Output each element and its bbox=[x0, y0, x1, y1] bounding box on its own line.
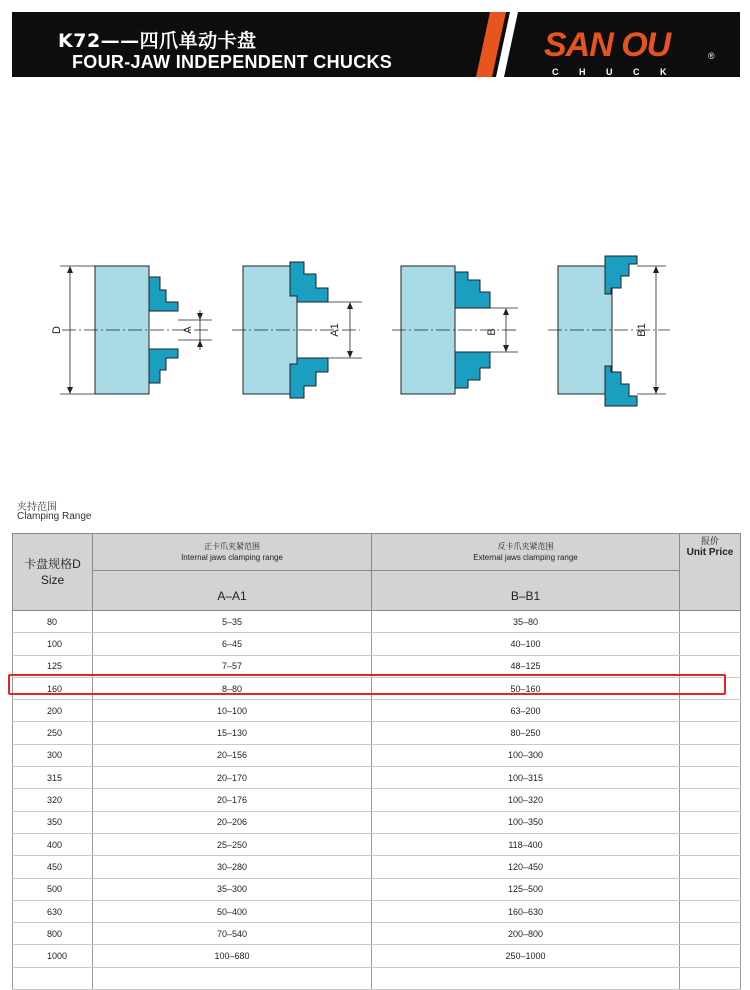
internal-range-cell: 8–80 bbox=[93, 677, 372, 699]
header-size: 卡盘规格D Size bbox=[13, 534, 93, 611]
internal-range-cell: 70–540 bbox=[93, 923, 372, 945]
external-range-cell: 200–800 bbox=[372, 923, 680, 945]
size-cell: 315 bbox=[13, 767, 93, 789]
title-english: FOUR-JAW INDEPENDENT CHUCKS bbox=[72, 52, 393, 72]
external-range-cell: 100–315 bbox=[372, 767, 680, 789]
external-range-cell: 125–500 bbox=[372, 878, 680, 900]
external-range-cell: 63–200 bbox=[372, 700, 680, 722]
caption-chinese: 夹持范围 bbox=[17, 502, 57, 513]
price-cell bbox=[680, 878, 741, 900]
title-chinese: K72——四爪单动卡盘 bbox=[58, 30, 257, 52]
size-cell: 350 bbox=[13, 811, 93, 833]
external-range-cell: 250–1000 bbox=[372, 945, 680, 967]
price-cell bbox=[680, 767, 741, 789]
size-cell: 160 bbox=[13, 677, 93, 699]
internal-range-cell: 5–35 bbox=[93, 611, 372, 633]
internal-range-cell: 20–206 bbox=[93, 811, 372, 833]
chuck-diagram bbox=[0, 250, 750, 420]
header-external-range: B–B1 bbox=[372, 571, 680, 611]
table-row bbox=[13, 923, 741, 945]
external-range-cell: 160–630 bbox=[372, 900, 680, 922]
internal-range-cell: 20–176 bbox=[93, 789, 372, 811]
label-d: D bbox=[51, 326, 63, 334]
size-cell: 400 bbox=[13, 833, 93, 855]
price-cell bbox=[680, 833, 741, 855]
highlight-row-160 bbox=[8, 674, 726, 695]
price-cell bbox=[680, 789, 741, 811]
label-b: B bbox=[486, 328, 498, 336]
external-range-cell: 120–450 bbox=[372, 856, 680, 878]
internal-range-cell: 7–57 bbox=[93, 655, 372, 677]
brand-logo: SAN OU bbox=[544, 26, 671, 64]
internal-range-cell: 10–100 bbox=[93, 700, 372, 722]
price-cell bbox=[680, 900, 741, 922]
price-cell bbox=[680, 967, 741, 989]
table-row bbox=[13, 900, 741, 922]
internal-range-cell: 15–130 bbox=[93, 722, 372, 744]
table-row bbox=[13, 633, 741, 655]
label-b1: B1 bbox=[636, 323, 648, 337]
table-row bbox=[13, 700, 741, 722]
label-a1: A1 bbox=[329, 323, 341, 337]
size-cell: 200 bbox=[13, 700, 93, 722]
table-row bbox=[13, 856, 741, 878]
internal-range-cell bbox=[93, 967, 372, 989]
label-a: A bbox=[182, 326, 194, 334]
size-cell bbox=[13, 967, 93, 989]
clamping-range-table bbox=[12, 533, 740, 990]
caption-english: Clamping Range bbox=[17, 511, 92, 522]
price-cell bbox=[680, 856, 741, 878]
internal-range-cell: 30–280 bbox=[93, 856, 372, 878]
internal-range-cell: 6–45 bbox=[93, 633, 372, 655]
size-cell: 125 bbox=[13, 655, 93, 677]
external-range-cell: 50–160 bbox=[372, 677, 680, 699]
internal-range-cell: 35–300 bbox=[93, 878, 372, 900]
internal-range-cell: 50–400 bbox=[93, 900, 372, 922]
external-range-cell: 118–400 bbox=[372, 833, 680, 855]
registered-mark: ® bbox=[708, 51, 715, 61]
header-internal-group: 正卡爪夹紧范围 Internal jaws clamping range bbox=[93, 534, 372, 571]
figure-external-small bbox=[392, 266, 518, 394]
internal-range-cell: 20–156 bbox=[93, 744, 372, 766]
brand-subtitle: CHUCK bbox=[552, 67, 687, 77]
external-range-cell: 48–125 bbox=[372, 655, 680, 677]
size-cell: 320 bbox=[13, 789, 93, 811]
internal-range-cell: 25–250 bbox=[93, 833, 372, 855]
size-cell: 1000 bbox=[13, 945, 93, 967]
figure-external-large bbox=[548, 256, 670, 406]
internal-range-cell: 20–170 bbox=[93, 767, 372, 789]
internal-range-cell: 100–680 bbox=[93, 945, 372, 967]
header-internal-range: A–A1 bbox=[93, 571, 372, 611]
table-row bbox=[13, 722, 741, 744]
price-cell bbox=[680, 811, 741, 833]
external-range-cell bbox=[372, 967, 680, 989]
size-cell: 500 bbox=[13, 878, 93, 900]
price-cell bbox=[680, 722, 741, 744]
size-cell: 630 bbox=[13, 900, 93, 922]
external-range-cell: 100–350 bbox=[372, 811, 680, 833]
size-cell: 250 bbox=[13, 722, 93, 744]
size-cell: 100 bbox=[13, 633, 93, 655]
price-cell bbox=[680, 611, 741, 633]
table-row bbox=[13, 744, 741, 766]
price-cell bbox=[680, 923, 741, 945]
table-row bbox=[13, 767, 741, 789]
external-range-cell: 100–320 bbox=[372, 789, 680, 811]
size-cell: 450 bbox=[13, 856, 93, 878]
external-range-cell: 40–100 bbox=[372, 633, 680, 655]
figure-internal-large bbox=[232, 262, 362, 398]
external-range-cell: 35–80 bbox=[372, 611, 680, 633]
table-row bbox=[13, 811, 741, 833]
price-cell bbox=[680, 700, 741, 722]
table-row bbox=[13, 833, 741, 855]
header-banner bbox=[12, 12, 740, 77]
table-row bbox=[13, 611, 741, 633]
header-unit-price: 报价 Unit Price bbox=[680, 534, 741, 611]
table-row bbox=[13, 945, 741, 967]
price-cell bbox=[680, 633, 741, 655]
price-cell bbox=[680, 744, 741, 766]
size-cell: 80 bbox=[13, 611, 93, 633]
price-cell bbox=[680, 945, 741, 967]
table-row bbox=[13, 967, 741, 989]
header-external-group: 反卡爪夹紧范围 External jaws clamping range bbox=[372, 534, 680, 571]
external-range-cell: 100–300 bbox=[372, 744, 680, 766]
external-range-cell: 80–250 bbox=[372, 722, 680, 744]
table-row bbox=[13, 878, 741, 900]
size-cell: 300 bbox=[13, 744, 93, 766]
size-cell: 800 bbox=[13, 923, 93, 945]
table-row bbox=[13, 789, 741, 811]
